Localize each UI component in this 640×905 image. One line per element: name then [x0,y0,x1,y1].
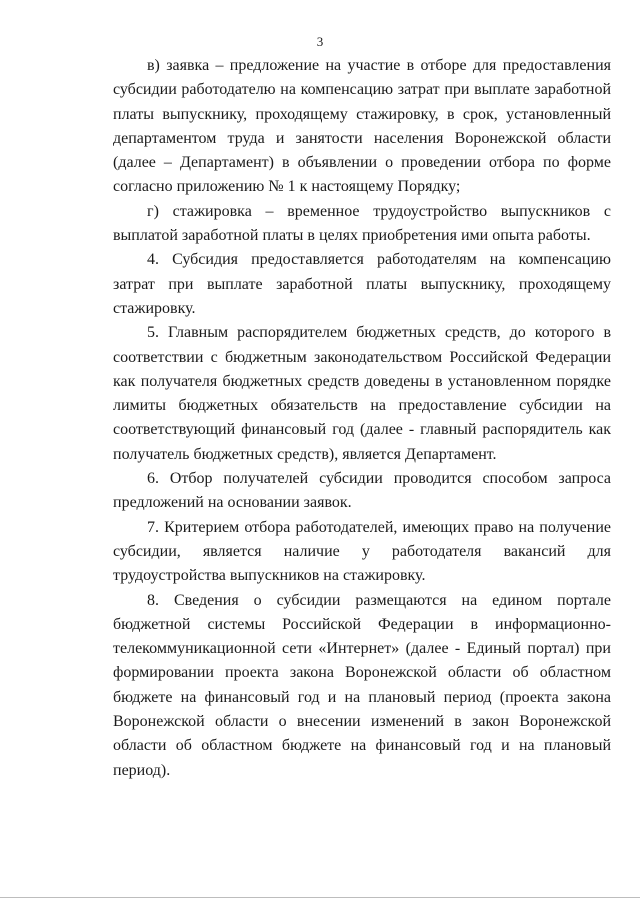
paragraph-item-7: 7. Критерием отбора работодателей, имеющих право на получение субсидии, является наличие у работодателя вакансий для трудоустройства выпускников на стажировку. [113,518,611,585]
document-body [113,54,611,783]
paragraph-item-8: 8. Сведения о субсидии размещаются на едином портале бюджетной системы Российской Федерации в информационно-телекоммуникационной сети «Интернет» (далее - Единый портал) при формировании проекта закона Воронежской области об областном бюджете на финансовый год и на плановый период (проекта закона Воронежской области о внесении изменений в закон Воронежской области об областном бюджете на финансовый год и на плановый период). [113,591,611,779]
paragraph-stazhirovka: г) стажировка – временное трудоустройство выпускников с выплатой заработной платы в целях приобретения ими опыта работы. [113,202,611,245]
paragraph-zayavka: в) заявка – предложение на участие в отборе для предоставления субсидии работодателю на компенсацию затрат при выплате заработной платы выпускнику, проходящему стажировку, в срок, установленный департаментом труда и занятости населения Воронежской области (далее – Департамент) в объявлении о проведении отбора по форме согласно приложению № 1 к настоящему Порядку; [113,57,611,196]
paragraph-item-4: 4. Субсидия предоставляется работодателям на компенсацию затрат при выплате заработной платы выпускнику, проходящему стажировку. [113,251,611,317]
page-number: 3 [316,34,324,49]
paragraph-item-5: 5. Главным распорядителем бюджетных средств, до которого в соответствии с бюджетным законодательством Российской Федерации как получателя бюджетных средств доведены в установленном порядке лимиты бюджетных обязательств на предоставление субсидии на соответствующий финансовый год (далее - главный распорядитель как получатель бюджетных средств), является Департамент. [113,324,611,463]
scan-edge-divider [0,897,640,898]
paragraph-item-6: 6. Отбор получателей субсидии проводится способом запроса предложений на основании заявок. [113,470,611,512]
